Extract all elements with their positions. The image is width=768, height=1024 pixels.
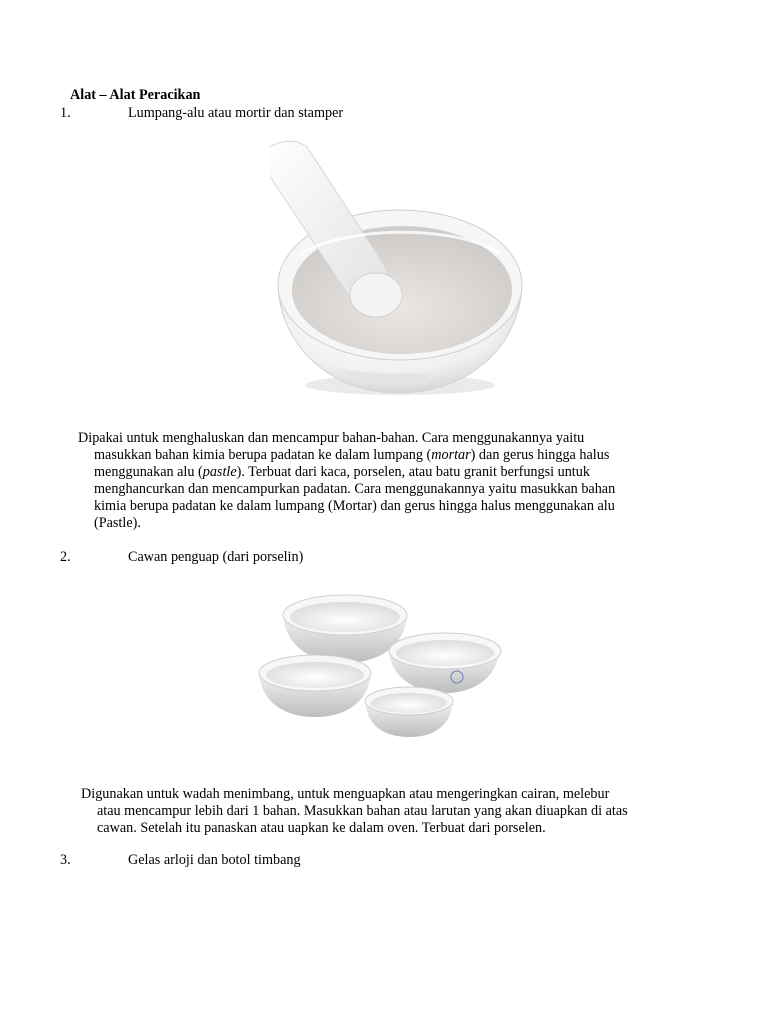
evaporating-dishes-image bbox=[255, 585, 515, 750]
item-number-3: 3. bbox=[60, 852, 71, 868]
item-2-description bbox=[81, 786, 628, 837]
paragraph-line: Digunakan untuk wadah menimbang, untuk menguapkan atau mengeringkan cairan, melebur bbox=[81, 786, 610, 802]
item-label-1: Lumpang-alu atau mortir dan stamper bbox=[128, 105, 344, 121]
italic-term: mortar bbox=[431, 447, 471, 463]
paragraph-line: atau mencampur lebih dari 1 bahan. Masukkan bahan atau larutan yang akan diuapkan di atas bbox=[97, 803, 628, 819]
item-label-3: Gelas arloji dan botol timbang bbox=[128, 852, 301, 868]
paragraph-line: kimia berupa padatan ke dalam lumpang (Mortar) dan gerus hingga halus menggunakan alu bbox=[94, 498, 615, 514]
paragraph-line: menggunakan alu (pastle). Terbuat dari kaca, porselen, atau batu granit berfungsi untuk bbox=[94, 464, 590, 480]
paragraph-line: menghancurkan dan mencampurkan padatan. Cara menggunakannya yaitu masukkan bahan bbox=[94, 481, 616, 497]
paragraph-line: (Pastle). bbox=[94, 515, 141, 531]
item-number-2: 2. bbox=[60, 549, 71, 565]
item-1-description bbox=[78, 430, 615, 532]
italic-term: pastle bbox=[202, 464, 237, 480]
paragraph-line: masukkan bahan kimia berupa padatan ke dalam lumpang (mortar) dan gerus hingga halus bbox=[94, 447, 610, 463]
page-title: Alat – Alat Peracikan bbox=[70, 87, 201, 103]
mortar-pestle-image bbox=[270, 135, 530, 405]
item-label-2: Cawan penguap (dari porselin) bbox=[128, 549, 304, 565]
item-number-1: 1. bbox=[60, 105, 71, 121]
paragraph-line: Dipakai untuk menghaluskan dan mencampur bahan-bahan. Cara menggunakannya yaitu bbox=[78, 430, 585, 446]
paragraph-line: cawan. Setelah itu panaskan atau uapkan ke dalam oven. Terbuat dari porselen. bbox=[97, 820, 546, 836]
